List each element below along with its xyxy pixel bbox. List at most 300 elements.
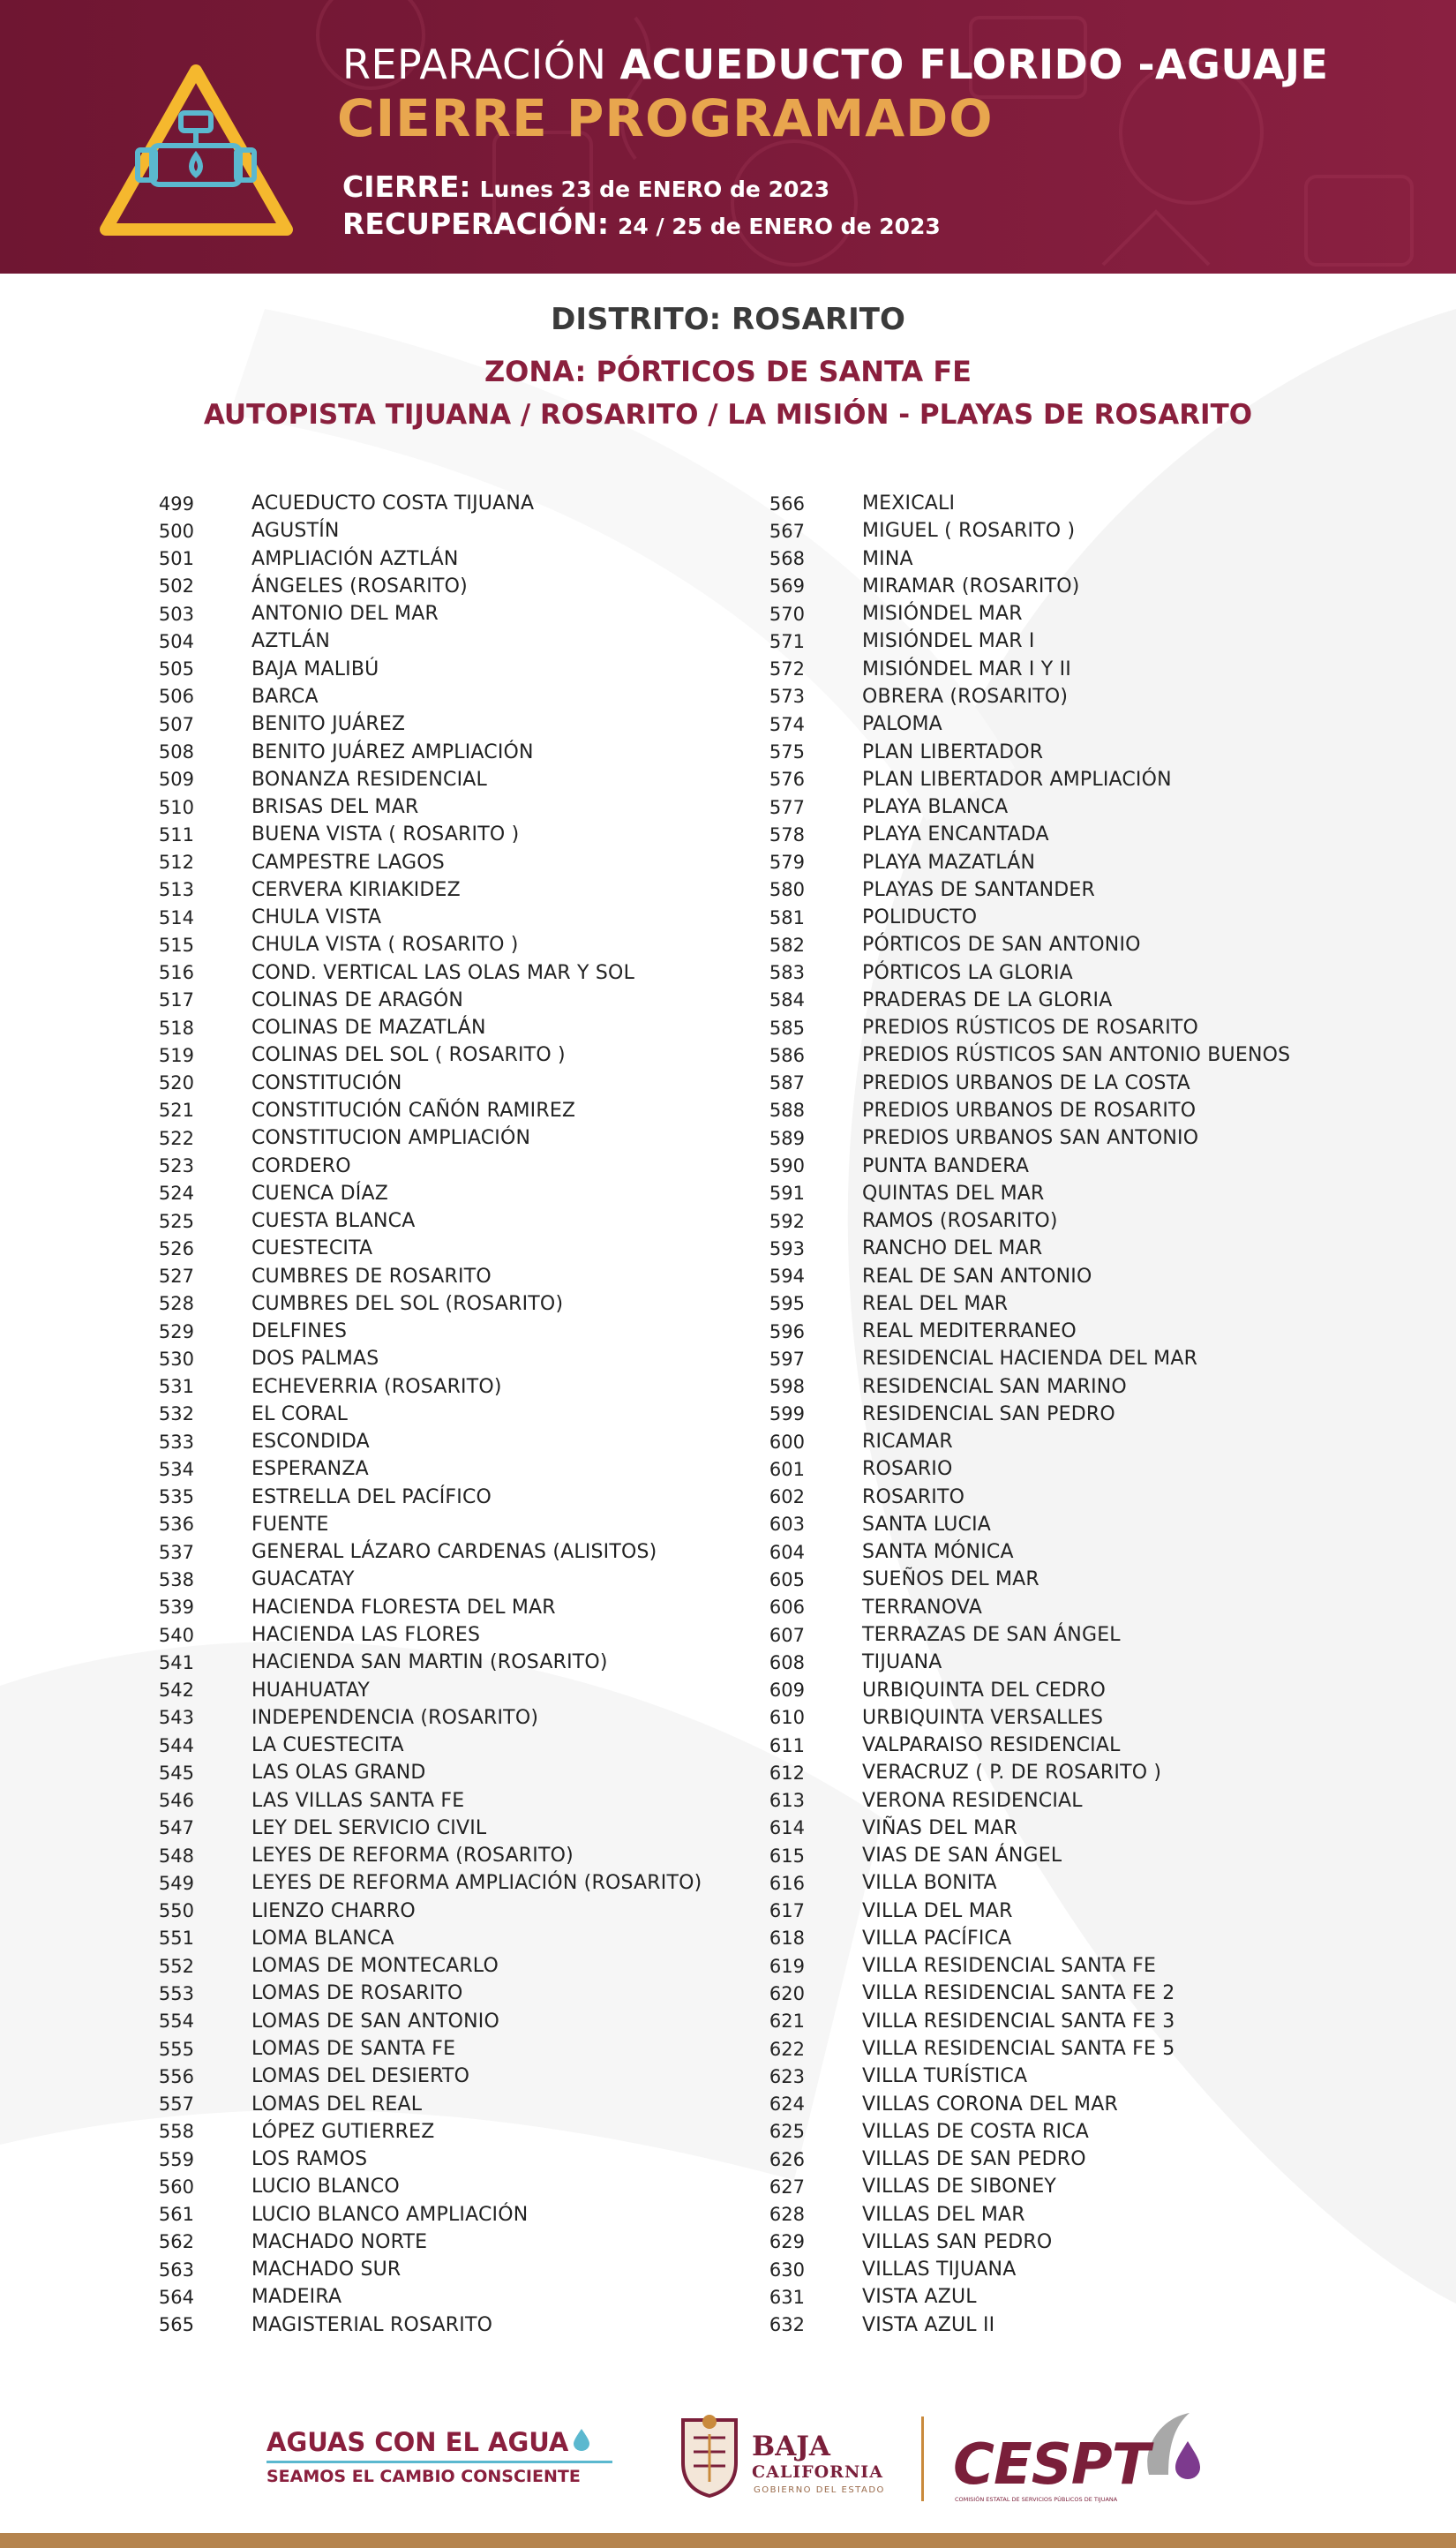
- item-name: VILLA TURÍSTICA: [862, 2065, 1028, 2088]
- list-item: [752, 2090, 1290, 2117]
- item-name: CUMBRES DEL SOL (ROSARITO): [251, 1292, 564, 1315]
- list-item: [141, 1649, 702, 1676]
- item-name: LÓPEZ GUTIERREZ: [251, 2120, 435, 2143]
- list-item: [752, 1511, 1290, 1538]
- item-name: MISIÓNDEL MAR: [862, 603, 1023, 626]
- item-number: 574: [769, 713, 805, 735]
- list-item: [752, 904, 1290, 931]
- item-number: 519: [158, 1044, 194, 1066]
- list-item: [141, 1511, 702, 1538]
- item-number: 583: [769, 962, 805, 984]
- item-name: MISIÓNDEL MAR I Y II: [862, 658, 1071, 680]
- list-item: [752, 1401, 1290, 1428]
- item-number: 632: [769, 2314, 805, 2336]
- list-item: [752, 793, 1290, 821]
- list-item: [141, 1180, 702, 1207]
- item-name: PUNTA BANDERA: [862, 1154, 1030, 1177]
- item-number: 524: [158, 1183, 194, 1205]
- item-number: 580: [769, 879, 805, 901]
- item-number: 594: [769, 1266, 805, 1288]
- item-name: CHULA VISTA: [251, 906, 382, 929]
- list-item: [752, 876, 1290, 904]
- list-item: [141, 793, 702, 821]
- list-item: [752, 1732, 1290, 1759]
- coat-of-arms-icon: [678, 2411, 741, 2499]
- item-name: PREDIOS URBANOS SAN ANTONIO: [862, 1127, 1199, 1150]
- list-item: [141, 490, 702, 517]
- item-number: 598: [769, 1376, 805, 1398]
- item-name: POLIDUCTO: [862, 906, 978, 929]
- list-item: [752, 2283, 1290, 2311]
- list-item: [141, 738, 702, 765]
- list-item: [752, 1180, 1290, 1207]
- distrito-heading: DISTRITO: ROSARITO: [551, 302, 905, 337]
- item-name: VISTA AZUL: [862, 2286, 977, 2309]
- list-item: [752, 2063, 1290, 2090]
- list-item: [141, 1538, 702, 1566]
- item-number: 584: [769, 989, 805, 1011]
- item-name: LA CUESTECITA: [251, 1734, 404, 1757]
- item-number: 611: [769, 1734, 805, 1756]
- item-name: COLINAS DE ARAGÓN: [251, 988, 464, 1011]
- item-number: 629: [769, 2231, 805, 2253]
- item-number: 615: [769, 1845, 805, 1867]
- item-name: CONSTITUCIÓN CAÑÓN RAMIREZ: [251, 1099, 576, 1122]
- item-name: ANTONIO DEL MAR: [251, 603, 439, 626]
- list-item: [752, 987, 1290, 1014]
- list-item: [141, 1484, 702, 1511]
- item-number: 560: [158, 2176, 194, 2198]
- list-item: [752, 848, 1290, 876]
- item-name: VILLA RESIDENCIAL SANTA FE: [862, 1955, 1157, 1978]
- item-name: VILLAS CORONA DEL MAR: [862, 2093, 1118, 2116]
- item-number: 631: [769, 2286, 805, 2308]
- item-name: AGUSTÍN: [251, 520, 340, 543]
- cierre-value: Lunes 23 de ENERO de 2023: [479, 177, 830, 202]
- list-item: [141, 600, 702, 628]
- item-name: LOMAS DE SAN ANTONIO: [251, 2010, 500, 2033]
- list-item: [752, 1566, 1290, 1593]
- list-item: [141, 2008, 702, 2035]
- item-name: INDEPENDENCIA (ROSARITO): [251, 1706, 539, 1729]
- item-number: 561: [158, 2204, 194, 2226]
- item-name: PREDIOS URBANOS DE LA COSTA: [862, 1071, 1190, 1094]
- item-number: 552: [158, 1955, 194, 1977]
- gov-line1: BAJA: [752, 2431, 830, 2462]
- item-number: 600: [769, 1431, 805, 1453]
- list-item: [141, 1235, 702, 1262]
- item-name: LOMA BLANCA: [251, 1927, 394, 1950]
- item-name: HACIENDA LAS FLORES: [251, 1624, 481, 1647]
- item-number: 510: [158, 796, 194, 818]
- item-name: PÓRTICOS LA GLORIA: [862, 961, 1073, 984]
- list-item: [752, 821, 1290, 848]
- item-name: VIAS DE SAN ÁNGEL: [862, 1845, 1062, 1868]
- item-name: TERRANOVA: [862, 1596, 982, 1619]
- warning-valve-icon: [97, 62, 296, 238]
- item-number: 533: [158, 1431, 194, 1453]
- item-number: 605: [769, 1568, 805, 1590]
- list-item: [752, 1235, 1290, 1262]
- item-number: 507: [158, 713, 194, 735]
- item-name: VILLA RESIDENCIAL SANTA FE 2: [862, 1982, 1175, 2005]
- list-item: [141, 517, 702, 545]
- list-item: [752, 1842, 1290, 1869]
- item-name: VILLAS DE SAN PEDRO: [862, 2148, 1086, 2171]
- item-number: 593: [769, 1237, 805, 1259]
- item-name: ESCONDIDA: [251, 1431, 370, 1454]
- item-name: VISTA AZUL II: [862, 2313, 995, 2336]
- item-name: DOS PALMAS: [251, 1348, 379, 1371]
- item-number: 569: [769, 575, 805, 598]
- item-name: CONSTITUCION AMPLIACIÓN: [251, 1127, 531, 1150]
- list-item: [752, 1262, 1290, 1289]
- item-number: 548: [158, 1845, 194, 1867]
- list-item: [752, 1869, 1290, 1897]
- list-item: [141, 1401, 702, 1428]
- route-heading: AUTOPISTA TIJUANA / ROSARITO / LA MISIÓN - PLAYAS DE ROSARITO: [203, 399, 1253, 431]
- item-name: SUEÑOS DEL MAR: [862, 1568, 1039, 1591]
- item-number: 556: [158, 2065, 194, 2087]
- list-item: [752, 1345, 1290, 1372]
- item-name: VILLAS TIJUANA: [862, 2259, 1017, 2281]
- list-item: [141, 1842, 702, 1869]
- item-name: TERRAZAS DE SAN ÁNGEL: [862, 1624, 1121, 1647]
- item-number: 554: [158, 2011, 194, 2033]
- gov-line2: CALIFORNIA: [752, 2462, 883, 2482]
- item-name: VALPARAISO RESIDENCIAL: [862, 1734, 1121, 1757]
- baja-california-logo: [678, 2411, 889, 2499]
- item-number: 599: [769, 1403, 805, 1425]
- item-name: REAL DE SAN ANTONIO: [862, 1265, 1092, 1288]
- list-item: [141, 2229, 702, 2256]
- recuperacion-label: RECUPERACIÓN:: [342, 207, 610, 241]
- list-item: [141, 2173, 702, 2200]
- item-name: CERVERA KIRIAKIDEZ: [251, 878, 461, 901]
- item-number: 623: [769, 2065, 805, 2087]
- item-number: 508: [158, 741, 194, 763]
- campaign-rule: [266, 2461, 612, 2463]
- cespt-name: CESPT: [953, 2432, 1150, 2498]
- item-name: VILLA PACÍFICA: [862, 1927, 1012, 1950]
- item-number: 597: [769, 1348, 805, 1370]
- item-number: 559: [158, 2148, 194, 2170]
- item-number: 570: [769, 603, 805, 625]
- list-item: [141, 1869, 702, 1897]
- item-number: 582: [769, 934, 805, 956]
- list-item: [141, 1566, 702, 1593]
- item-number: 542: [158, 1680, 194, 1702]
- recuperacion-line: [342, 207, 941, 241]
- item-name: MADEIRA: [251, 2286, 342, 2309]
- item-name: COLINAS DEL SOL ( ROSARITO ): [251, 1044, 566, 1067]
- list-item: [752, 2229, 1290, 2256]
- item-name: MEXICALI: [862, 492, 956, 515]
- item-number: 614: [769, 1817, 805, 1839]
- item-name: TIJUANA: [862, 1651, 942, 1674]
- item-number: 619: [769, 1955, 805, 1977]
- title-prefix: REPARACIÓN: [342, 41, 607, 88]
- item-name: LUCIO BLANCO: [251, 2176, 400, 2198]
- list-item: [752, 656, 1290, 683]
- item-name: LOMAS DE ROSARITO: [251, 1982, 463, 2005]
- item-number: 601: [769, 1458, 805, 1480]
- list-item: [141, 656, 702, 683]
- list-item: [752, 517, 1290, 545]
- list-item: [752, 766, 1290, 793]
- list-item: [141, 1898, 702, 1925]
- item-number: 557: [158, 2093, 194, 2116]
- list-item: [141, 1925, 702, 1952]
- item-name: PREDIOS RÚSTICOS DE ROSARITO: [862, 1017, 1199, 1040]
- list-item: [141, 628, 702, 655]
- item-name: RESIDENCIAL HACIENDA DEL MAR: [862, 1348, 1198, 1371]
- gov-line3: GOBIERNO DEL ESTADO: [754, 2485, 885, 2495]
- item-number: 547: [158, 1817, 194, 1839]
- item-name: VIÑAS DEL MAR: [862, 1816, 1018, 1839]
- list-item: [752, 1925, 1290, 1952]
- list-item: [752, 1014, 1290, 1041]
- item-name: PREDIOS RÚSTICOS SAN ANTONIO BUENOS: [862, 1044, 1291, 1067]
- item-name: MISIÓNDEL MAR I: [862, 630, 1035, 653]
- item-name: AMPLIACIÓN AZTLÁN: [251, 547, 459, 570]
- list-item: [752, 2311, 1290, 2339]
- item-number: 515: [158, 934, 194, 956]
- item-name: ESPERANZA: [251, 1458, 369, 1481]
- item-name: QUINTAS DEL MAR: [862, 1182, 1045, 1205]
- item-number: 602: [769, 1486, 805, 1508]
- list-item: [141, 2090, 702, 2117]
- item-name: ROSARIO: [862, 1458, 953, 1481]
- item-number: 567: [769, 520, 805, 542]
- list-item: [141, 931, 702, 958]
- item-number: 595: [769, 1293, 805, 1315]
- item-number: 625: [769, 2121, 805, 2143]
- item-name: CONSTITUCIÓN: [251, 1071, 402, 1094]
- item-number: 522: [158, 1127, 194, 1149]
- list-item: [141, 2256, 702, 2283]
- list-item: [752, 738, 1290, 765]
- item-name: PREDIOS URBANOS DE ROSARITO: [862, 1099, 1197, 1122]
- item-name: VILLA RESIDENCIAL SANTA FE 3: [862, 2010, 1175, 2033]
- item-name: PLAYA BLANCA: [862, 796, 1009, 819]
- item-number: 549: [158, 1872, 194, 1894]
- item-name: VERONA RESIDENCIAL: [862, 1789, 1083, 1812]
- item-number: 525: [158, 1210, 194, 1232]
- list-item: [752, 1704, 1290, 1732]
- item-number: 516: [158, 962, 194, 984]
- item-name: RESIDENCIAL SAN PEDRO: [862, 1402, 1115, 1425]
- item-name: CUESTECITA: [251, 1237, 373, 1260]
- item-name: BRISAS DEL MAR: [251, 796, 419, 819]
- item-number: 538: [158, 1568, 194, 1590]
- item-number: 622: [769, 2038, 805, 2060]
- item-number: 564: [158, 2286, 194, 2308]
- cierre-line: [342, 169, 829, 204]
- item-name: HUAHUATAY: [251, 1679, 370, 1702]
- list-item: [752, 1815, 1290, 1842]
- list-item: [752, 2008, 1290, 2035]
- list-item: [752, 2118, 1290, 2146]
- list-item: [752, 545, 1290, 573]
- item-number: 563: [158, 2259, 194, 2281]
- item-number: 577: [769, 796, 805, 818]
- item-name: MAGISTERIAL ROSARITO: [251, 2313, 493, 2336]
- list-item: [141, 1373, 702, 1401]
- item-number: 581: [769, 906, 805, 928]
- item-number: 503: [158, 603, 194, 625]
- list-item: [141, 545, 702, 573]
- item-number: 587: [769, 1072, 805, 1094]
- item-name: PLAYA ENCANTADA: [862, 823, 1049, 846]
- zona-heading: ZONA: PÓRTICOS DE SANTA FE: [484, 355, 972, 388]
- item-name: VILLA BONITA: [862, 1872, 997, 1895]
- item-name: LOS RAMOS: [251, 2148, 368, 2171]
- item-number: 589: [769, 1127, 805, 1149]
- list-item: [752, 931, 1290, 958]
- colonias-list-right: [752, 490, 1290, 2339]
- item-name: CUMBRES DE ROSARITO: [251, 1265, 492, 1288]
- list-item: [141, 1014, 702, 1041]
- item-name: LOMAS DE SANTA FE: [251, 2038, 456, 2060]
- item-name: BUENA VISTA ( ROSARITO ): [251, 823, 520, 846]
- item-number: 517: [158, 989, 194, 1011]
- item-name: BARCA: [251, 685, 319, 708]
- item-name: URBIQUINTA DEL CEDRO: [862, 1679, 1107, 1702]
- item-number: 562: [158, 2231, 194, 2253]
- item-name: GUACATAY: [251, 1568, 355, 1591]
- item-number: 527: [158, 1266, 194, 1288]
- item-number: 578: [769, 823, 805, 846]
- item-number: 521: [158, 1100, 194, 1122]
- item-number: 518: [158, 1017, 194, 1039]
- item-name: LEY DEL SERVICIO CIVIL: [251, 1816, 487, 1839]
- list-item: [752, 573, 1290, 600]
- item-number: 616: [769, 1872, 805, 1894]
- item-number: 540: [158, 1624, 194, 1646]
- list-item: [752, 1538, 1290, 1566]
- list-item: [752, 1980, 1290, 2007]
- item-number: 544: [158, 1734, 194, 1756]
- list-item: [752, 1290, 1290, 1318]
- item-number: 499: [158, 492, 194, 515]
- list-item: [141, 1704, 702, 1732]
- list-item: [141, 1952, 702, 1980]
- item-name: AZTLÁN: [251, 630, 331, 653]
- item-number: 585: [769, 1017, 805, 1039]
- item-name: SANTA LUCIA: [862, 1513, 992, 1536]
- item-name: RAMOS (ROSARITO): [862, 1210, 1058, 1233]
- item-number: 624: [769, 2093, 805, 2116]
- item-number: 528: [158, 1293, 194, 1315]
- list-item: [141, 1262, 702, 1289]
- list-item: [752, 1097, 1290, 1124]
- item-number: 535: [158, 1486, 194, 1508]
- item-name: ÁNGELES (ROSARITO): [251, 575, 468, 598]
- item-name: MACHADO NORTE: [251, 2230, 428, 2253]
- list-item: [752, 2146, 1290, 2173]
- item-number: 541: [158, 1651, 194, 1673]
- list-item: [141, 1732, 702, 1759]
- item-number: 513: [158, 879, 194, 901]
- item-name: URBIQUINTA VERSALLES: [862, 1706, 1104, 1729]
- list-item: [141, 987, 702, 1014]
- item-number: 534: [158, 1458, 194, 1480]
- list-item: [141, 1455, 702, 1483]
- item-name: ECHEVERRIA (ROSARITO): [251, 1375, 502, 1398]
- item-name: CUENCA DÍAZ: [251, 1182, 388, 1205]
- list-item: [752, 1898, 1290, 1925]
- item-number: 546: [158, 1790, 194, 1812]
- item-number: 591: [769, 1183, 805, 1205]
- item-name: ESTRELLA DEL PACÍFICO: [251, 1485, 492, 1508]
- item-number: 592: [769, 1210, 805, 1232]
- item-name: VILLAS DE COSTA RICA: [862, 2120, 1089, 2143]
- item-number: 579: [769, 852, 805, 874]
- item-number: 572: [769, 658, 805, 680]
- item-number: 536: [158, 1514, 194, 1536]
- list-item: [752, 600, 1290, 628]
- colonias-list-left: [141, 490, 702, 2339]
- list-item: [141, 876, 702, 904]
- list-item: [141, 904, 702, 931]
- list-item: [752, 1484, 1290, 1511]
- item-number: 500: [158, 520, 194, 542]
- list-item: [141, 848, 702, 876]
- item-name: LOMAS DEL REAL: [251, 2093, 423, 2116]
- item-name: LIENZO CHARRO: [251, 1899, 416, 1922]
- list-item: [141, 1152, 702, 1179]
- list-item: [141, 1759, 702, 1786]
- item-number: 596: [769, 1320, 805, 1342]
- list-item: [141, 2035, 702, 2063]
- list-item: [752, 1318, 1290, 1345]
- item-name: MIRAMAR (ROSARITO): [862, 575, 1080, 598]
- list-item: [141, 1345, 702, 1372]
- list-item: [141, 1594, 702, 1621]
- item-number: 603: [769, 1514, 805, 1536]
- item-number: 628: [769, 2204, 805, 2226]
- list-item: [141, 1621, 702, 1649]
- item-number: 551: [158, 1928, 194, 1950]
- list-item: [752, 959, 1290, 987]
- list-item: [141, 1318, 702, 1345]
- item-number: 627: [769, 2176, 805, 2198]
- list-item: [752, 710, 1290, 738]
- item-number: 607: [769, 1624, 805, 1646]
- item-number: 529: [158, 1320, 194, 1342]
- bottom-bar: [0, 2533, 1456, 2548]
- item-name: BENITO JUÁREZ: [251, 713, 406, 736]
- item-name: PRADERAS DE LA GLORIA: [862, 988, 1113, 1011]
- list-item: [752, 490, 1290, 517]
- item-name: MACHADO SUR: [251, 2259, 402, 2281]
- list-item: [752, 2173, 1290, 2200]
- footer-logos: [0, 2401, 1456, 2507]
- item-number: 618: [769, 1928, 805, 1950]
- item-name: VERACRUZ ( P. DE ROSARITO ): [862, 1762, 1162, 1785]
- item-name: PLAN LIBERTADOR: [862, 740, 1044, 763]
- list-item: [752, 2035, 1290, 2063]
- item-name: MIGUEL ( ROSARITO ): [862, 520, 1076, 543]
- item-number: 501: [158, 548, 194, 570]
- item-number: 575: [769, 741, 805, 763]
- list-item: [141, 959, 702, 987]
- list-item: [752, 1152, 1290, 1179]
- item-number: 576: [769, 769, 805, 791]
- list-item: [752, 1594, 1290, 1621]
- list-item: [141, 766, 702, 793]
